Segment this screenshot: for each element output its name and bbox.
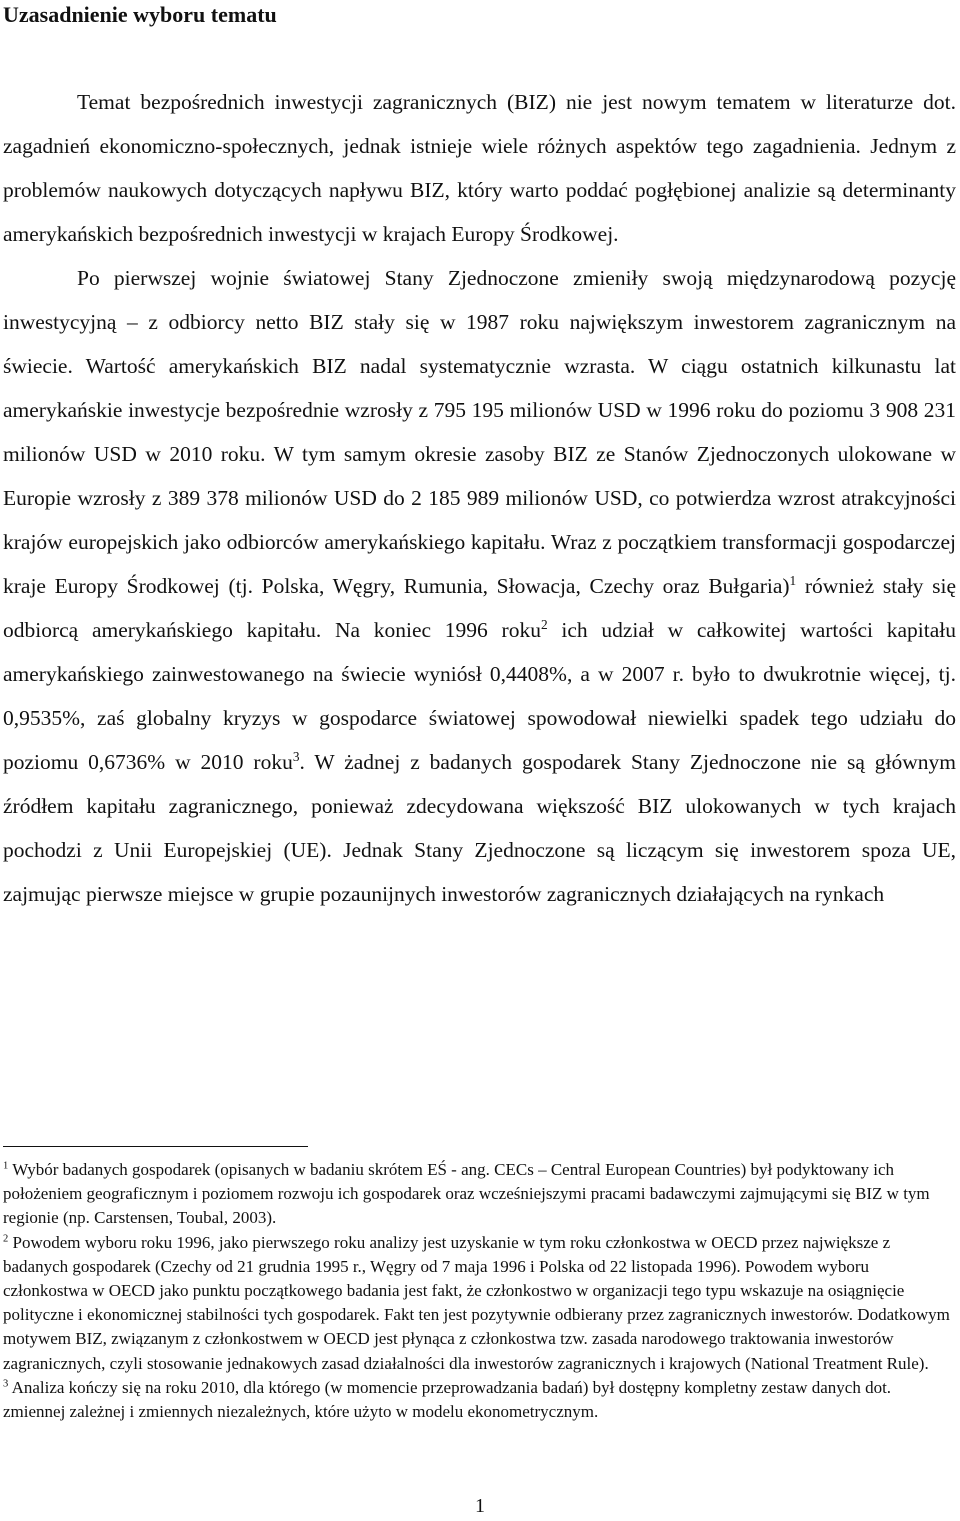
footnote-text: Wybór badanych gospodarek (opisanych w badaniu skrótem EŚ - ang. CECs – Central European Countries) był podyktowany ich położeniem geograficznym i poziomem rozwoju ich gospodarek oraz wcześniejszymi pracami badawczymi zajmującymi się BIZ w tym regionie (np. Carstensen, Toubal, 2003). [3, 1160, 930, 1228]
footnotes [3, 1158, 951, 1424]
page-number: 1 [475, 1495, 485, 1517]
footnote-1 [3, 1158, 951, 1231]
footnote-text: Analiza kończy się na roku 2010, dla którego (w momencie przeprowadzania badań) był dostępny kompletny zestaw danych dot. zmiennej zależnej i zmiennych niezależnych, które użyto w modelu ekonometrycznym. [3, 1377, 892, 1422]
section-title: Uzasadnienie wyboru tematu [3, 2, 277, 27]
footnote-number: 3 [3, 1378, 9, 1390]
paragraph-2 [3, 256, 956, 916]
paragraph-2-text-c: ich udział w całkowitej wartości kapitału amerykańskiego zainwestowanego na świecie wyniósł 0,4408%, a w 2007 r. było to dwukrotnie więcej, tj. 0,9535%, zaś globalny kryzys w gospodarce światowej spowodował niewielki spadek tego udziału do poziomu 0,6736% w 2010 roku [3, 618, 957, 774]
footnote-ref-2: 2 [540, 616, 548, 632]
paragraph-2-text-a: Po pierwszej wojnie światowej Stany Zjednoczone zmieniły swoją międzynarodową pozycję inwestycyjną – z odbiorcy netto BIZ stały się w 1987 roku największym inwestorem zagranicznym na świecie. Wartość amerykańskich BIZ nadal systematycznie wzrasta. W ciągu ostatnich kilkunastu lat amerykańskie inwestycje bezpośrednie wzrosły z 795 195 milionów USD w 1996 roku do poziomu 3 908 231 milionów USD w 2010 roku. W tym samym okresie zasoby BIZ ze Stanów Zjednoczonych ulokowane w Europie wzrosły z 389 378 milionów USD do 2 185 989 milionów USD, co potwierdza wzrost atrakcyjności krajów europejskich jako odbiorców amerykańskiego kapitału. Wraz z początkiem transformacji gospodarczej kraje Europy Środkowej (tj. Polska, Węgry, Rumunia, Słowacja, Czechy oraz Bułgaria) [3, 266, 956, 598]
paragraph-2-text-d: . W żadnej z badanych gospodarek Stany Zjednoczone nie są głównym źródłem kapitału zagranicznego, ponieważ zdecydowana większość BIZ ulokowanych w tych krajach pochodzi z Unii Europejskiej (UE). Jednak Stany Zjednoczone są liczącym się inwestorem spoza UE, zajmując pierwsze miejsce w grupie pozaunijnych inwestorów zagranicznych działających na rynkach [3, 750, 956, 906]
paragraph-1: Temat bezpośrednich inwestycji zagranicznych (BIZ) nie jest nowym tematem w literaturze dot. zagadnień ekonomiczno-społecznych, jednak istnieje wiele różnych aspektów tego zagadnienia. Jednym z problemów naukowych dotyczących napływu BIZ, który warto poddać pogłębionej analizie są determinanty amerykańskich bezpośrednich inwestycji w krajach Europy Środkowej. [3, 90, 956, 246]
footnote-ref-1: 1 [789, 572, 797, 588]
footnote-3 [3, 1376, 951, 1424]
footnote-text: Powodem wyboru roku 1996, jako pierwszego roku analizy jest uzyskanie w tym roku członkostwa w OECD przez największe z badanych gospodarek (Czechy od 21 grudnia 1995 r., Węgry od 7 maja 1996 i Polska od 22 listopada 1996). Powodem wyboru członkostwa w OECD jako punktu początkowego badania jest fakt, że członkostwo w organizacji tego typu wskazuje na osiągnięcie polityczne i ekonomicznej stabilności tych gospodarek. Fakt ten jest pozytywnie odbierany przez zagranicznych inwestorów. Dodatkowym motywem BIZ, związanym z członkostwem w OECD jest płynąca z członkostwa tzw. zasada narodowego traktowania inwestorów zagranicznych, czyli stosowanie jednakowych zasad działalności dla inwestorów zagranicznych i krajowych (National Treatment Rule). [3, 1232, 950, 1373]
footnote-number: 2 [3, 1232, 9, 1244]
footnote-separator [3, 1146, 308, 1147]
footnote-number: 1 [3, 1160, 9, 1172]
footnote-ref-3: 3 [292, 748, 300, 764]
footnote-2 [3, 1231, 951, 1376]
body-text [3, 80, 956, 916]
paragraph-2-text-b: również stały się odbiorcą amerykańskiego kapitału. Na koniec 1996 roku [3, 574, 956, 642]
